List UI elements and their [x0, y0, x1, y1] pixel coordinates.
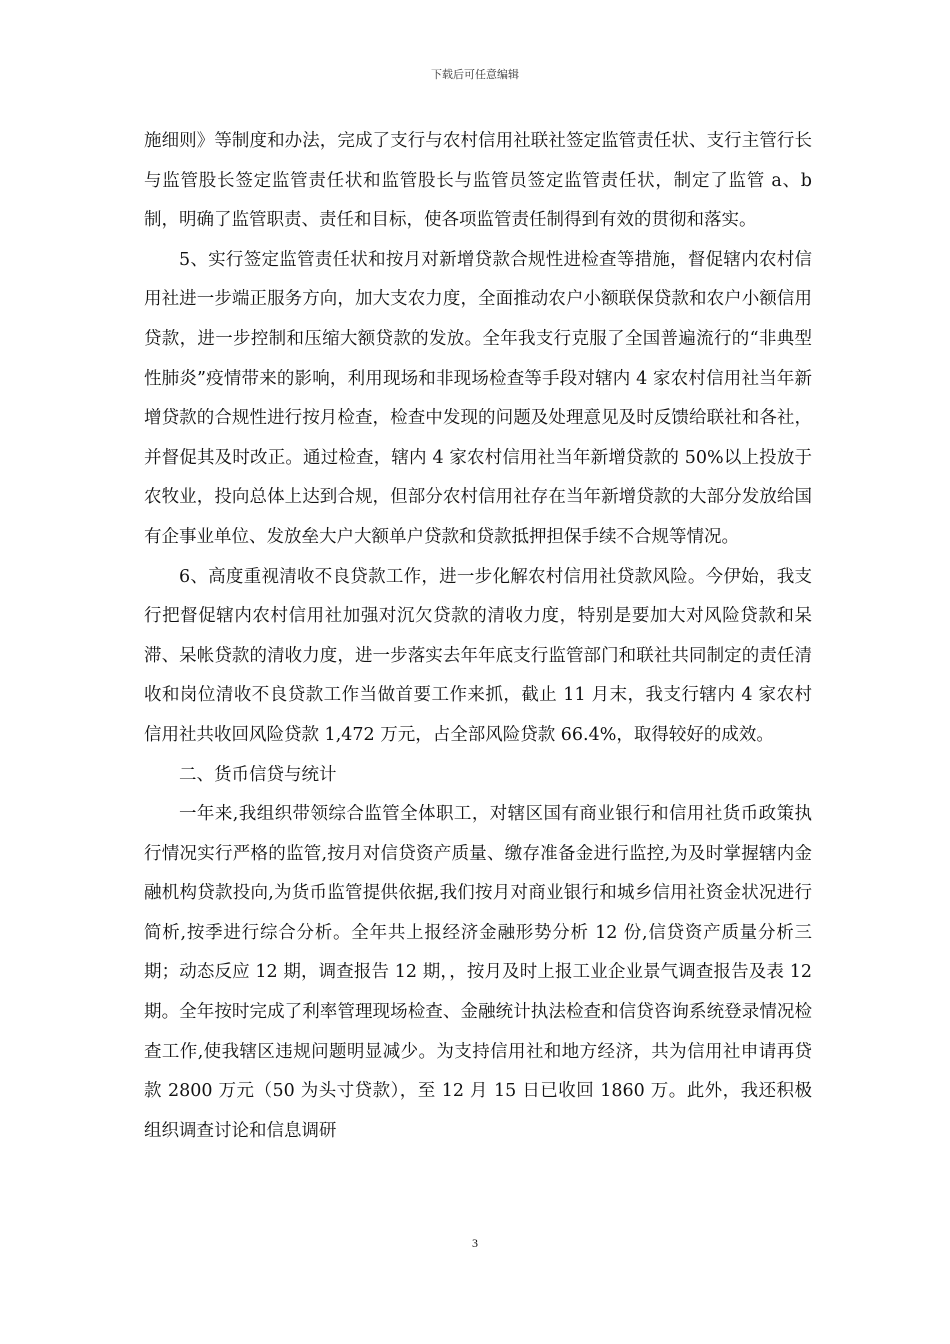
page-header: 下载后可任意编辑	[431, 68, 519, 81]
paragraph-item-5: 5、实行签定监管责任状和按月对新增贷款合规性进检查等措施，督促辖内农村信用社进一步端正服务方向，加大支农力度，全面推动农户小额联保贷款和农户小额信用贷款，进一步控制和压缩大额贷款的发放。全年我支行克服了全国普遍流行的“非典型性肺炎”疫情带来的影响，利用现场和非现场检查等手段对辖内 4 家农村信用社当年新增贷款的合规性进行按月检查，检查中发现的问题及处理意见及时反馈给联社和各社，并督促其及时改正。通过检查，辖内 4 家农村信用社当年新增贷款的 50%以上投放于农牧业，投向总体上达到合规，但部分农村信用社存在当年新增贷款的大部分发放给国有企事业单位、发放垒大户大额单户贷款和贷款抵押担保手续不合规等情况。	[144, 249, 812, 547]
section-heading: 二、货币信贷与统计	[179, 764, 337, 785]
paragraph-item-6: 6、高度重视清收不良贷款工作，进一步化解农村信用社贷款风险。今伊始，我支行把督促辖内农村信用社加强对沉欠贷款的清收力度，特别是要加大对风险贷款和呆滞、呆帐贷款的清收力度，进一步落实去年年底支行监管部门和联社共同制定的责任清收和岗位清收不良贷款工作当做首要工作来抓，截止 11 月末，我支行辖内 4 家农村信用社共收回风险贷款 1,472 万元，占全部风险贷款 66.4%，取得较好的成效。	[144, 566, 812, 745]
paragraph-section-body: 一年来,我组织带领综合监管全体职工，对辖区国有商业银行和信用社货币政策执行情况实行严格的监管,按月对信贷资产质量、缴存准备金进行监控,为及时掌握辖内金融机构贷款投向,为货币监管提供依据,我们按月对商业银行和城乡信用社资金状况进行简析,按季进行综合分析。全年共上报经济金融形势分析 12 份,信贷资产质量分析三期；动态反应 12 期，调查报告 12 期，，按月及时上报工业企业景气调查报告及表 12 期。全年按时完成了利率管理现场检查、金融统计执法检查和信贷咨询系统登录情况检查工作,使我辖区违规问题明显减少。为支持信用社和地方经济，共为信用社申请再贷款 2800 万元（50 为头寸贷款），至 12 月 15 日已收回 1860 万。此外，我还积极组织调查讨论和信息调研	[144, 804, 812, 1141]
paragraph-continued: 施细则》等制度和办法，完成了支行与农村信用社联社签定监管责任状、支行主管行长与监管股长签定监管责任状和监管股长与监管员签定监管责任状，制定了监管 a、b 制，明确了监管职责、责任和目标，使各项监管责任制得到有效的贯彻和落实。	[144, 131, 812, 231]
document-body	[144, 122, 812, 1151]
page-number: 3	[472, 1236, 478, 1250]
